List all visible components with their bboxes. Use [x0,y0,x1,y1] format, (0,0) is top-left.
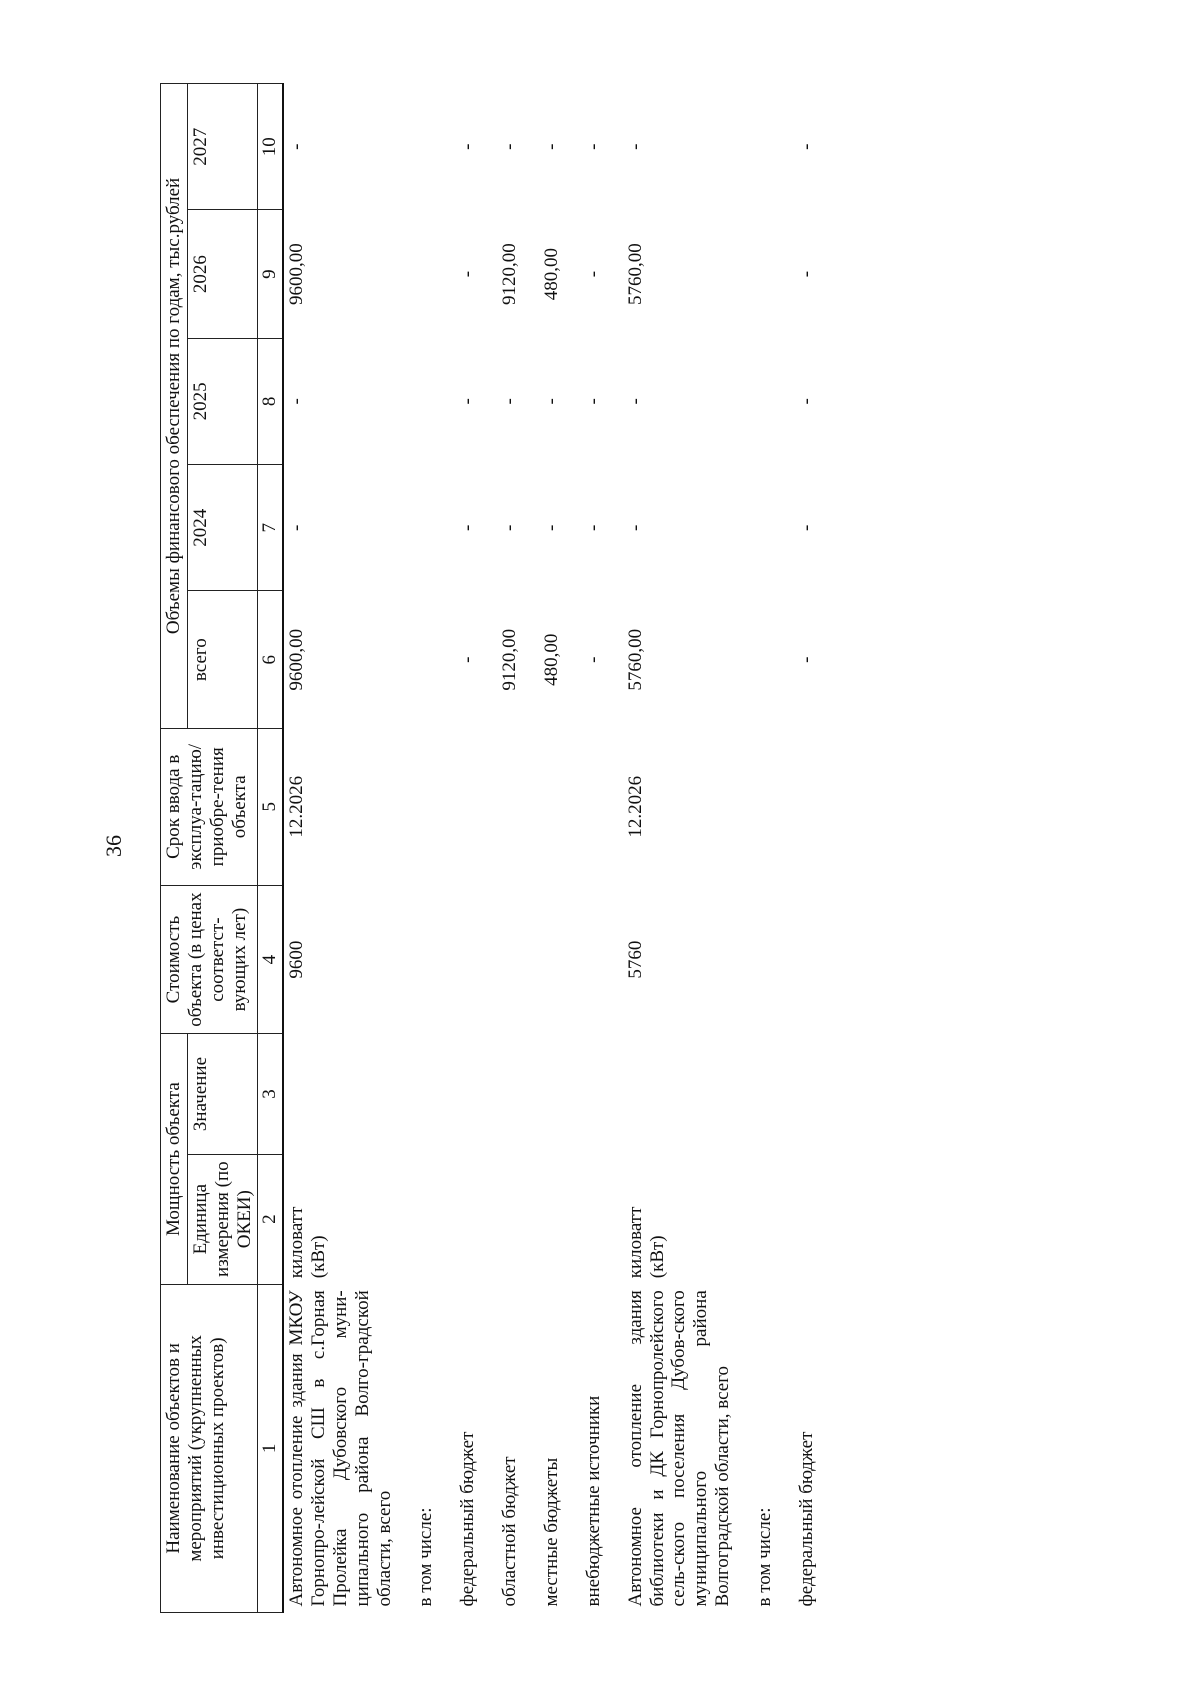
cell-2025: - [624,398,646,405]
cell-total [397,591,439,728]
header-2026: 2026 [187,210,258,338]
col-index: 9 [258,210,283,338]
cell-date [778,728,820,885]
cell-2024 [397,465,439,591]
cell-total: 480,00 [540,633,562,686]
col-index: 8 [258,338,283,464]
cell-2027: - [286,143,308,150]
cell-2026 [397,210,439,338]
header-unit: Единица измерения (по ОКЕИ) [187,1154,258,1284]
column-index-row [258,84,283,1613]
cell-total: 9120,00 [499,628,521,691]
cell-2024: - [795,524,817,531]
cell-date [481,728,523,885]
page-number: 36 [101,835,126,857]
cell-value [481,1034,523,1154]
cell-name: внебюджетные источники [582,1395,604,1607]
cell-value [523,1034,565,1154]
table-header [161,84,284,1613]
cell-2027 [397,84,439,210]
cell-unit [565,1154,607,1284]
cell-date [397,728,439,885]
cell-cost: 9600 [286,940,308,979]
table-row [283,84,397,1613]
cell-date [565,728,607,885]
cell-2025: - [540,398,562,405]
cell-date: 12.2026 [286,775,308,838]
cell-value [565,1034,607,1154]
table-row [397,84,439,1613]
cell-2026: - [795,270,817,278]
header-finance: Объемы финансового обеспечения по годам, тыс.рублей [161,84,188,729]
cell-total [736,591,778,728]
table-row [439,84,481,1613]
cell-cost [523,885,565,1034]
cell-name: Автономное отопление здания библиотеки и ДК Горнопролейского сель-ского поселения Дубов-ского муниципального района Волгоградской области, всего [624,1290,734,1607]
cell-2026: 5760,00 [624,243,646,305]
cell-name: местные бюджеты [540,1457,562,1607]
cell-cost [481,885,523,1034]
table-body [283,84,819,1613]
cell-2024: - [624,524,646,531]
cell-2024: - [457,524,479,531]
cell-name: в том числе: [753,1507,775,1607]
cell-total: - [582,656,604,663]
cell-value [397,1034,439,1154]
cell-name: областной бюджет [499,1456,521,1607]
cell-value [736,1034,778,1154]
cell-unit [736,1154,778,1284]
col-index: 7 [258,465,283,591]
cell-2024: - [286,524,308,531]
document-body [160,83,820,1613]
cell-unit [778,1154,820,1284]
cell-cost [565,885,607,1034]
col-index: 10 [258,84,283,210]
col-index: 3 [258,1034,283,1154]
table-row [565,84,607,1613]
cell-name: в том числе: [415,1507,437,1607]
cell-2024: - [499,524,521,531]
cell-value [283,1034,397,1154]
cell-2027 [736,84,778,210]
cell-2026: - [457,270,479,278]
cell-date [439,728,481,885]
financing-table [160,83,820,1613]
cell-name: федеральный бюджет [795,1431,817,1607]
header-cost: Стоимость объекта (в ценах соответст-вующих лет) [161,885,258,1034]
cell-2024: - [540,524,562,531]
table-row [523,84,565,1613]
cell-2025 [397,338,439,464]
cell-cost [778,885,820,1034]
cell-cost [439,885,481,1034]
table-row [481,84,523,1613]
header-value: Значение [187,1034,258,1154]
header-total: всего [187,591,258,728]
cell-2026 [736,210,778,338]
header-date: Срок ввода в эксплуа-тацию/ приобре-тения объекта [161,728,258,885]
col-index: 6 [258,591,283,728]
cell-date: 12.2026 [624,775,646,838]
cell-2026: 9600,00 [286,243,308,305]
cell-2026: 480,00 [540,247,562,301]
cell-2026: 9120,00 [499,243,521,305]
table-row [607,84,736,1613]
cell-2025: - [457,398,479,405]
header-capacity: Мощность объекта [161,1034,188,1284]
cell-value [778,1034,820,1154]
cell-2025: - [795,398,817,405]
cell-total: 5760,00 [624,628,646,691]
cell-total: - [795,656,817,663]
cell-2027: - [540,143,562,150]
cell-2027: - [582,143,604,150]
col-index: 5 [258,728,283,885]
cell-2025: - [582,398,604,405]
cell-unit [439,1154,481,1284]
col-index: 1 [258,1284,283,1612]
cell-name: Автономное отопление здания МКОУ Горнопро-лейской СШ в с.Горная Пролейка Дубовского муни-ципального района Волго-градской области, всего [286,1290,395,1607]
cell-cost [397,885,439,1034]
cell-date [736,728,778,885]
cell-unit: киловатт (кВт) [624,1206,668,1279]
header-2025: 2025 [187,338,258,464]
cell-date [523,728,565,885]
cell-2027: - [457,143,479,150]
cell-2027: - [499,143,521,150]
table-row [736,84,778,1613]
cell-2025: - [499,398,521,405]
cell-total: - [457,656,479,663]
table-row [778,84,820,1613]
cell-name: федеральный бюджет [457,1431,479,1607]
header-name: Наименование объектов и мероприятий (укрупненных инвестиционных проектов) [161,1284,258,1612]
header-2024: 2024 [187,465,258,591]
cell-2024: - [582,524,604,531]
header-2027: 2027 [187,84,258,210]
cell-total: 9600,00 [286,628,308,691]
cell-2027: - [795,143,817,150]
cell-2025 [736,338,778,464]
cell-unit [397,1154,439,1284]
cell-unit: киловатт (кВт) [286,1206,330,1279]
cell-value [439,1034,481,1154]
cell-2024 [736,465,778,591]
col-index: 4 [258,885,283,1034]
cell-unit [523,1154,565,1284]
cell-cost: 5760 [624,940,646,979]
cell-2026: - [582,270,604,278]
col-index: 2 [258,1154,283,1284]
cell-2025: - [286,398,308,405]
cell-value [607,1034,736,1154]
cell-unit [481,1154,523,1284]
cell-2027: - [624,143,646,150]
cell-cost [736,885,778,1034]
